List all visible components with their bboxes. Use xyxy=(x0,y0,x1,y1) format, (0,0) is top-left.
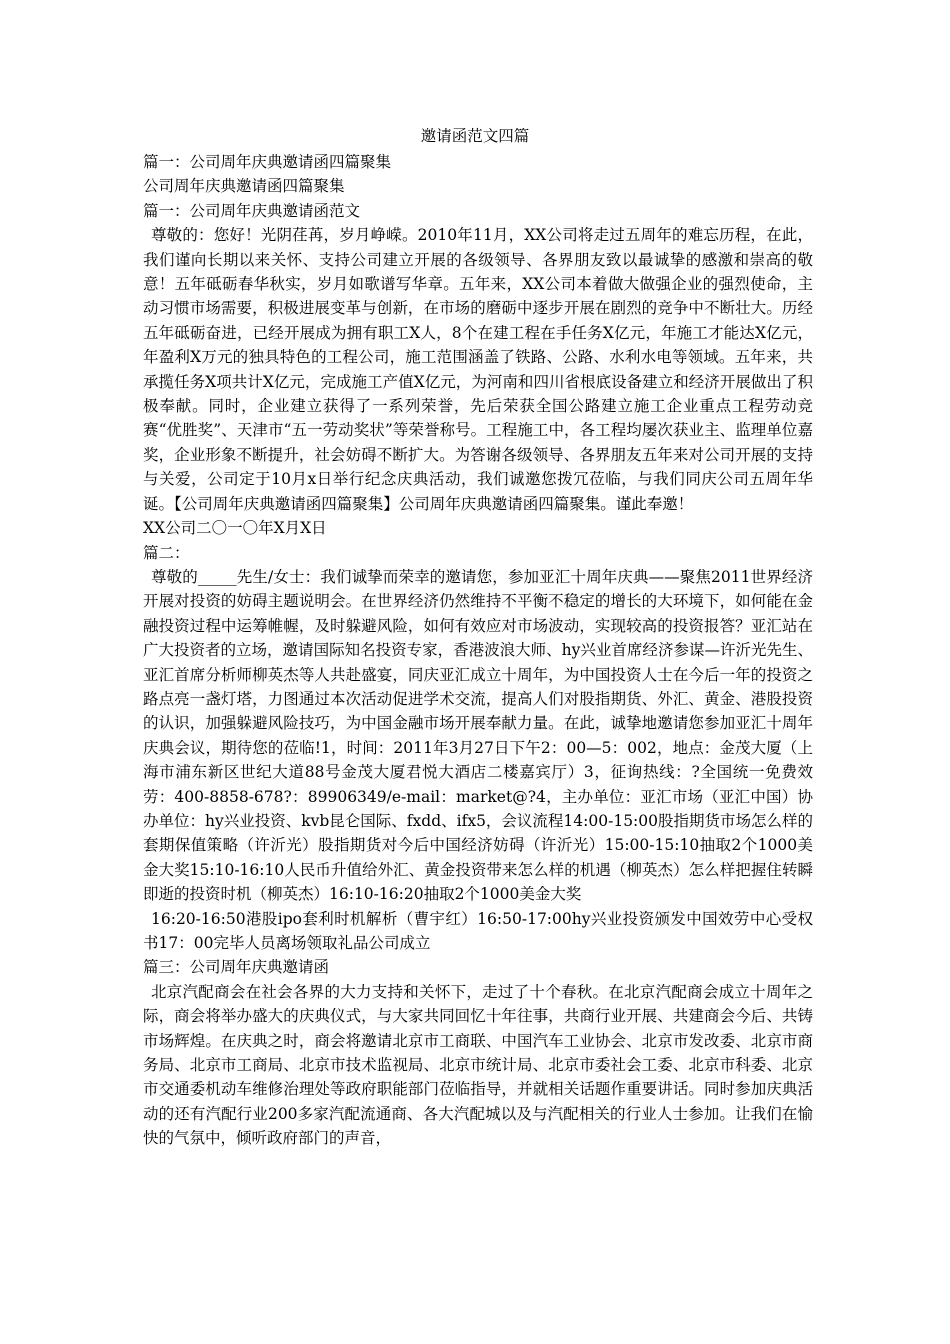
signoff-line: XX公司二〇一〇年X月X日 xyxy=(143,519,327,538)
section-heading: 篇一：公司周年庆典邀请函范文 xyxy=(143,201,361,220)
body-paragraph: 尊敬的_____先生/女士：我们诚挚而荣幸的邀请您，参加亚汇十周年庆典——聚焦2011世界经济开展对投资的妨碍主题说明会。在世界经济仍然维持不平衡不稳定的增长的大环境下，如何能在金融投资过程中运筹帷幄，及时躲避风险，如何有效应对市场波动，实现较高的投资报答？亚汇站在广大投资者的立场，邀请国际知名投资专家，香港波浪大师、hy兴业首席经济参谋—许沂光先生、亚汇首席分析师柳英杰等人共赴盛宴，同庆亚汇成立十周年，为中国投资人士在今后一年的投资之路点亮一盏灯塔，力图通过本次活动促进学术交流，提高人们对股指期货、外汇、黄金、港股投资的认识，加强躲避风险技巧，为中国金融市场开展奉献力量。在此，诚挚地邀请您参加亚汇十周年庆典会议，期待您的莅临!1，时间：2011年3月27日下午2：00—5：002，地点：金茂大厦（上海市浦东新区世纪大道88号金茂大厦君悦大酒店二楼嘉宾厅）3，征询热线：?全国统一免费效劳：400-8858-678?：89906349/e-mail：market@?4，主办单位：亚汇市场（亚汇中国）协办单位：hy兴业投资、kvb昆仑国际、fxdd、ifx5，会议流程14:00-15:00股指期货市场怎么样的套期保值策略（许沂光）股指期货对今后中国经济妨碍（许沂光）15:00-15:10抽取2个1000美金大奖15:10-16:10人民币升值给外汇、黄金投资带来怎么样的机遇（柳英杰）怎么样把握住转瞬即逝的投资时机（柳英杰）16:10-16:20抽取2个1000美金大奖 xyxy=(143,567,814,904)
section-heading: 公司周年庆典邀请函四篇聚集 xyxy=(143,177,345,196)
section-heading: 篇三：公司周年庆典邀请函 xyxy=(143,958,330,977)
section-heading: 篇一：公司周年庆典邀请函四篇聚集 xyxy=(143,153,392,171)
document-body xyxy=(143,150,813,1151)
body-paragraph: 16:20-16:50港股ipo套利时机解析（曹宇红）16:50-17:00hy兴业投资颁发中国效劳中心受权书17：00完毕人员离场领取礼品公司成立 xyxy=(143,909,813,952)
body-paragraph: 尊敬的：您好！光阴荏苒，岁月峥嵘。2010年11月，XX公司将走过五周年的难忘历程，在此，我们谨向长期以来关怀、支持公司建立开展的各级领导、各界朋友致以最诚挚的感激和崇高的敬意！五年砥砺春华秋实，岁月如歌谱写华章。五年来，XX公司本着做大做强企业的强烈使命，主动习惯市场需要，积极进展变革与创新，在市场的磨砺中逐步开展在剧烈的竞争中不断壮大。历经五年砥砺奋进，已经开展成为拥有职工X人，8个在建工程在手任务X亿元，年施工才能达X亿元，年盈利X万元的独具特色的工程公司，施工范围涵盖了铁路、公路、水利水电等领域。五年来，共承揽任务X项共计X亿元，完成施工产值X亿元，为河南和四川省根底设备建立和经济开展做出了积极奉献。同时，企业建立获得了一系列荣誉，先后荣获全国公路建立施工企业重点工程劳动竞赛“优胜奖”、天津市“五一劳动奖状”等荣誉称号。工程施工中，各工程均屡次获业主、监理单位嘉奖，企业形象不断提升，社会妨碍不断扩大。为答谢各级领导、各界朋友五年来对公司开展的支持与关爱，公司定于10月x日举行纪念庆典活动，我们诚邀您拨冗莅临，与我们同庆公司五周年华诞。【公司周年庆典邀请函四篇聚集】公司周年庆典邀请函四篇聚集。谨此奉邀！ xyxy=(143,226,813,513)
document-title: 邀请函范文四篇 xyxy=(420,127,530,145)
section-heading: 篇二： xyxy=(143,543,190,562)
body-paragraph: 北京汽配商会在社会各界的大力支持和关怀下，走过了十个春秋。在北京汽配商会成立十周年之际，商会将举办盛大的庆典仪式，与大家共同回忆十年往事，共商行业开展、共建商会今后、共铸市场辉煌。在庆典之时，商会将邀请北京市工商联、中国汽车工业协会、北京市发改委、北京市商务局、北京市工商局、北京市技术监视局、北京市统计局、北京市委社会工委、北京市科委、北京市交通委机动车维修治理处等政府职能部门莅临指导，并就相关话题作重要讲话。同时参加庆典活动的还有汽配行业200多家汽配流通商、各大汽配城以及与汽配相关的行业人士参加。让我们在愉快的气氛中，倾听政府部门的声音， xyxy=(143,982,813,1148)
